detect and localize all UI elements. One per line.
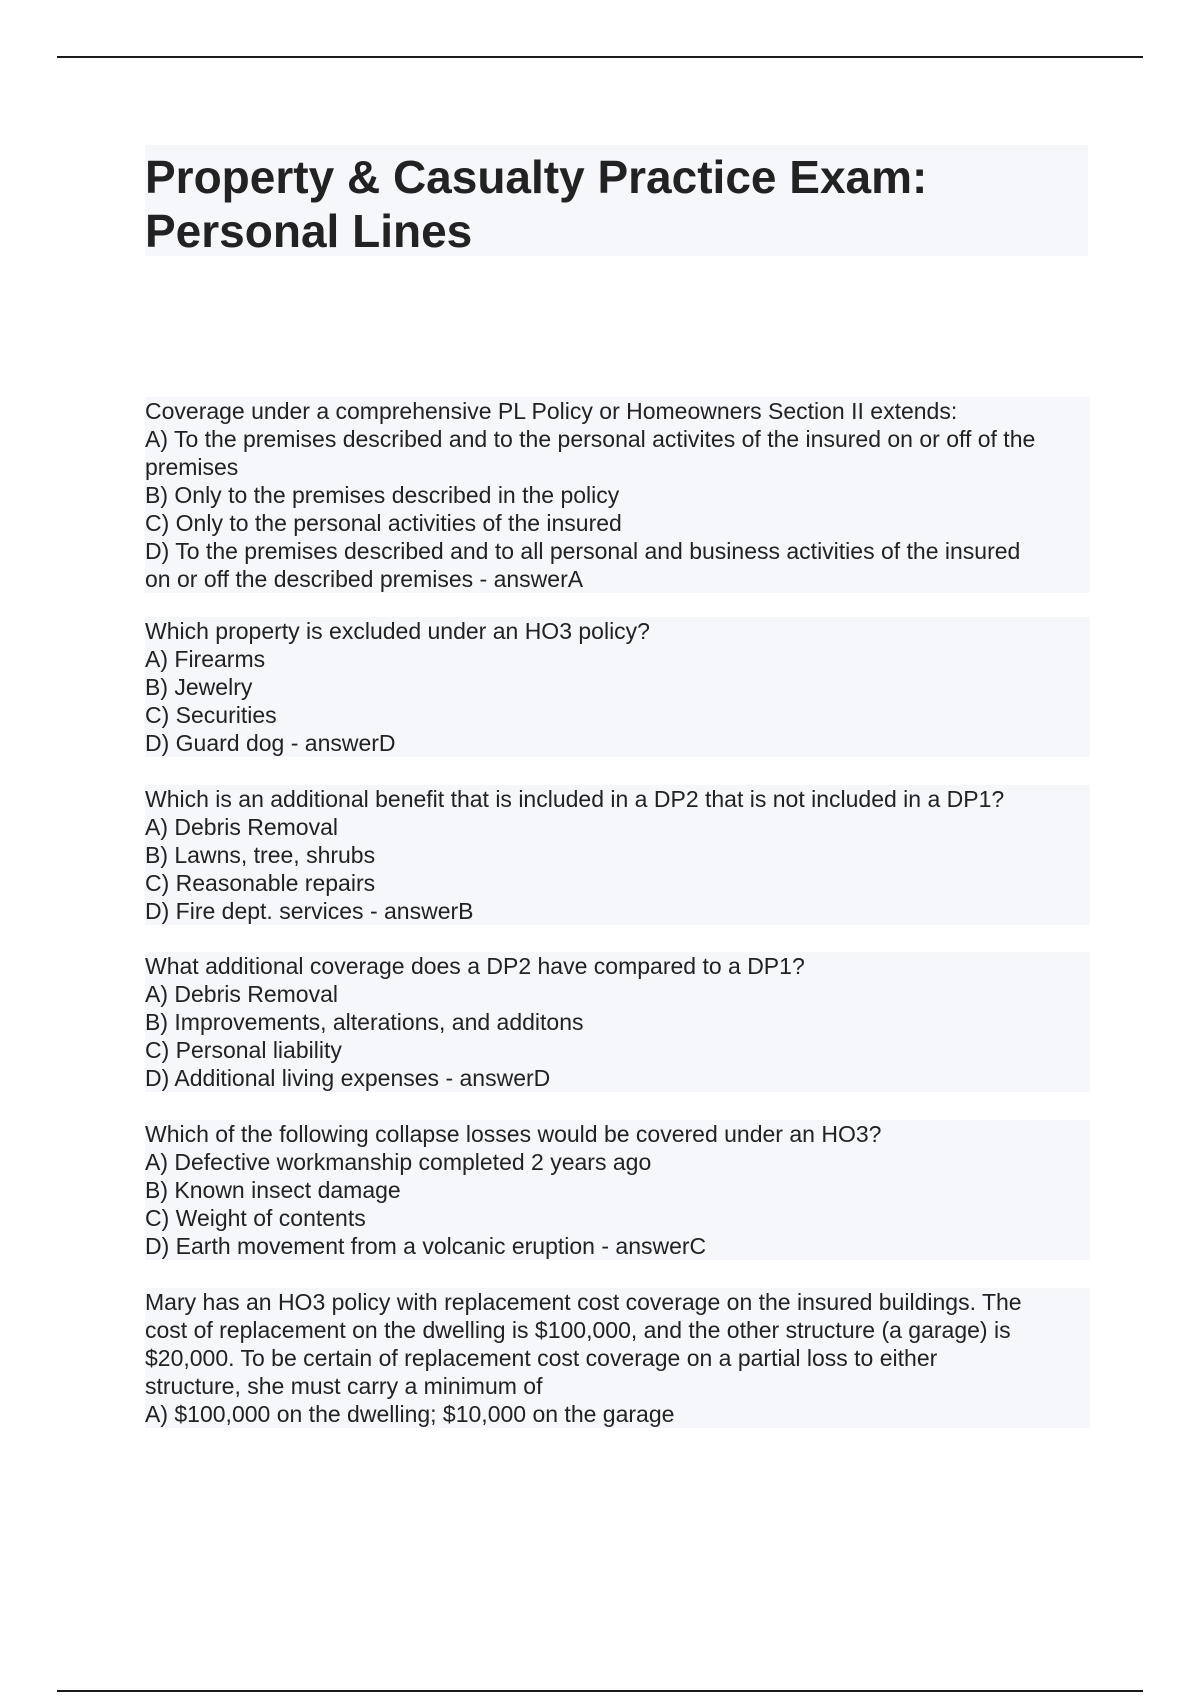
question-stem: Coverage under a comprehensive PL Policy or Homeowners Section II extends: [145,398,958,424]
question-2-text [145,617,1090,757]
answer-option: B) Lawns, tree, shrubs [145,842,376,868]
question-stem: What additional coverage does a DP2 have compared to a DP1? [145,953,805,979]
question-1-text [145,397,1090,593]
question-stem: $20,000. To be certain of replacement cost coverage on a partial loss to either [145,1345,938,1371]
answer-option: A) $100,000 on the dwelling; $10,000 on the garage [145,1401,675,1427]
question-6 [145,1288,1090,1428]
answer-option: B) Known insect damage [145,1177,401,1203]
question-3 [145,785,1090,925]
top-rule [57,56,1143,58]
question-stem: cost of replacement on the dwelling is $100,000, and the other structure (a garage) is [145,1317,1011,1343]
question-stem: Mary has an HO3 policy with replacement cost coverage on the insured buildings. The [145,1289,1022,1315]
answer-option: C) Securities [145,702,277,728]
question-stem: Which of the following collapse losses would be covered under an HO3? [145,1121,882,1147]
answer-option: B) Improvements, alterations, and additons [145,1009,584,1035]
answer-option: C) Only to the personal activities of the insured [145,510,622,536]
question-6-text [145,1288,1090,1428]
answer-option: A) To the premises described and to the personal activites of the insured on or off of the [145,426,1036,452]
answer-option: D) To the premises described and to all personal and business activities of the insured [145,538,1021,564]
answer-option: C) Reasonable repairs [145,870,376,896]
question-5 [145,1120,1090,1260]
question-stem: structure, she must carry a minimum of [145,1373,543,1399]
question-3-text [145,785,1090,925]
answer-option: premises [145,454,239,480]
answer-option: D) Earth movement from a volcanic eruption - answerC [145,1233,707,1259]
answer-option: B) Only to the premises described in the policy [145,482,620,508]
question-1 [145,397,1090,593]
answer-option: D) Additional living expenses - answerD [145,1065,551,1091]
answer-option: C) Personal liability [145,1037,342,1063]
question-stem: Which property is excluded under an HO3 policy? [145,618,650,644]
answer-option: B) Jewelry [145,674,253,700]
answer-option: on or off the described premises - answerA [145,566,584,592]
answer-option: A) Debris Removal [145,814,338,840]
question-5-text [145,1120,1090,1260]
answer-option: A) Debris Removal [145,981,338,1007]
answer-option: A) Defective workmanship completed 2 years ago [145,1149,652,1175]
page-title-line-2: Personal Lines [145,205,473,257]
bottom-rule [57,1690,1143,1692]
page-title-line-1: Property & Casualty Practice Exam: [145,151,928,203]
question-4-text [145,952,1090,1092]
title-block [145,145,1088,256]
question-2 [145,617,1090,757]
answer-option: C) Weight of contents [145,1205,366,1231]
answer-option: A) Firearms [145,646,266,672]
answer-option: D) Fire dept. services - answerB [145,898,474,924]
question-4 [145,952,1090,1092]
answer-option: D) Guard dog - answerD [145,730,396,756]
question-stem: Which is an additional benefit that is included in a DP2 that is not included in a DP1? [145,786,1005,812]
